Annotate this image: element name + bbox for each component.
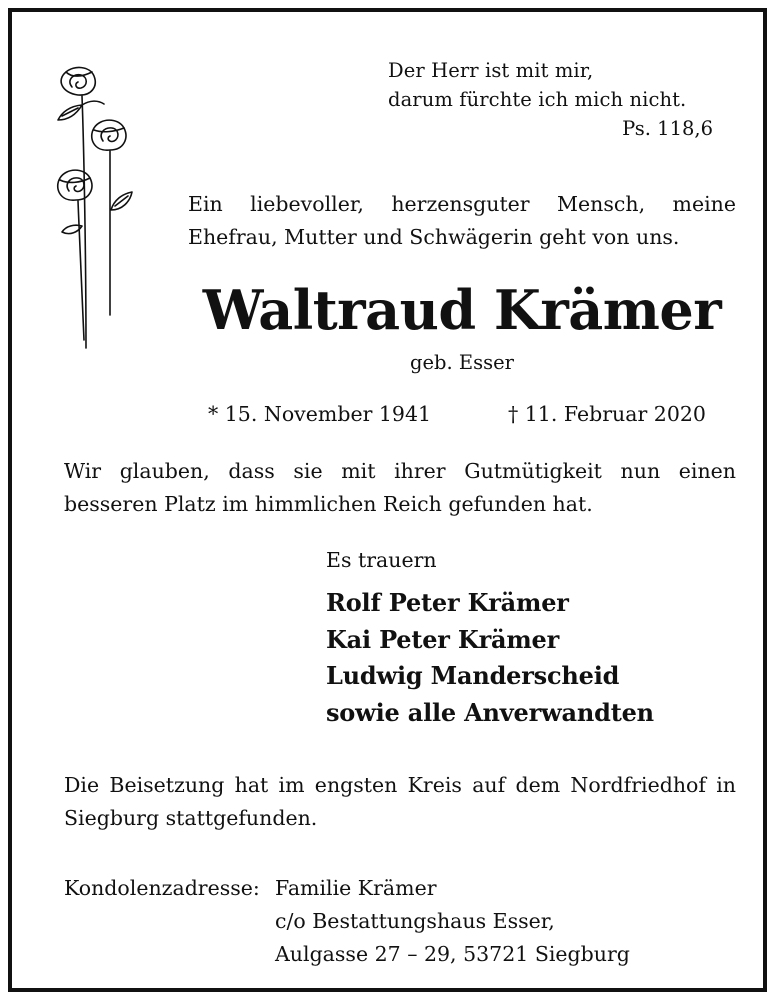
intro-line: Ein liebevoller, herzensguter Mensch, meine	[188, 192, 736, 216]
verse-line: darum fürchte ich mich nicht.	[388, 88, 687, 111]
mourner-name: Kai Peter Krämer	[326, 624, 560, 654]
belief-line: Wir glauben, dass sie mit ihrer Gutmütigkeit nun einen	[64, 459, 736, 483]
mourner-name: Ludwig Manderscheid	[326, 661, 620, 690]
rose-illustration-icon	[48, 60, 148, 360]
address-line: Familie Krämer	[275, 876, 437, 900]
obituary-frame	[8, 8, 767, 992]
address-line: c/o Bestattungshaus Esser,	[275, 909, 555, 933]
funeral-line: Siegburg stattgefunden.	[64, 806, 318, 830]
belief-text	[64, 455, 736, 521]
mourning-intro: Es trauern	[326, 548, 437, 572]
bible-verse	[388, 56, 686, 114]
condolence-label: Kondolenzadresse:	[64, 876, 260, 900]
address-line: Aulgasse 27 – 29, 53721 Siegburg	[275, 942, 630, 966]
verse-line: Der Herr ist mit mir,	[388, 59, 594, 82]
funeral-line: Die Beisetzung hat im engsten Kreis auf dem Nordfriedhof in	[64, 773, 736, 797]
mourner-name: Rolf Peter Krämer	[326, 588, 569, 617]
intro-text	[188, 188, 736, 254]
intro-line: Ehefrau, Mutter und Schwägerin geht von uns.	[188, 225, 680, 249]
birth-date: * 15. November 1941	[208, 402, 432, 426]
condolence-address	[275, 872, 630, 971]
mourner-name: sowie alle Anverwandten	[326, 697, 654, 727]
verse-reference: Ps. 118,6	[622, 117, 713, 140]
death-date: † 11. Februar 2020	[508, 402, 706, 426]
maiden-name: geb. Esser	[409, 351, 514, 374]
mourners-list	[326, 585, 654, 731]
belief-line: besseren Platz im himmlichen Reich gefunden hat.	[64, 492, 593, 516]
funeral-text	[64, 769, 736, 835]
deceased-name: Waltraud Krämer	[202, 278, 722, 342]
